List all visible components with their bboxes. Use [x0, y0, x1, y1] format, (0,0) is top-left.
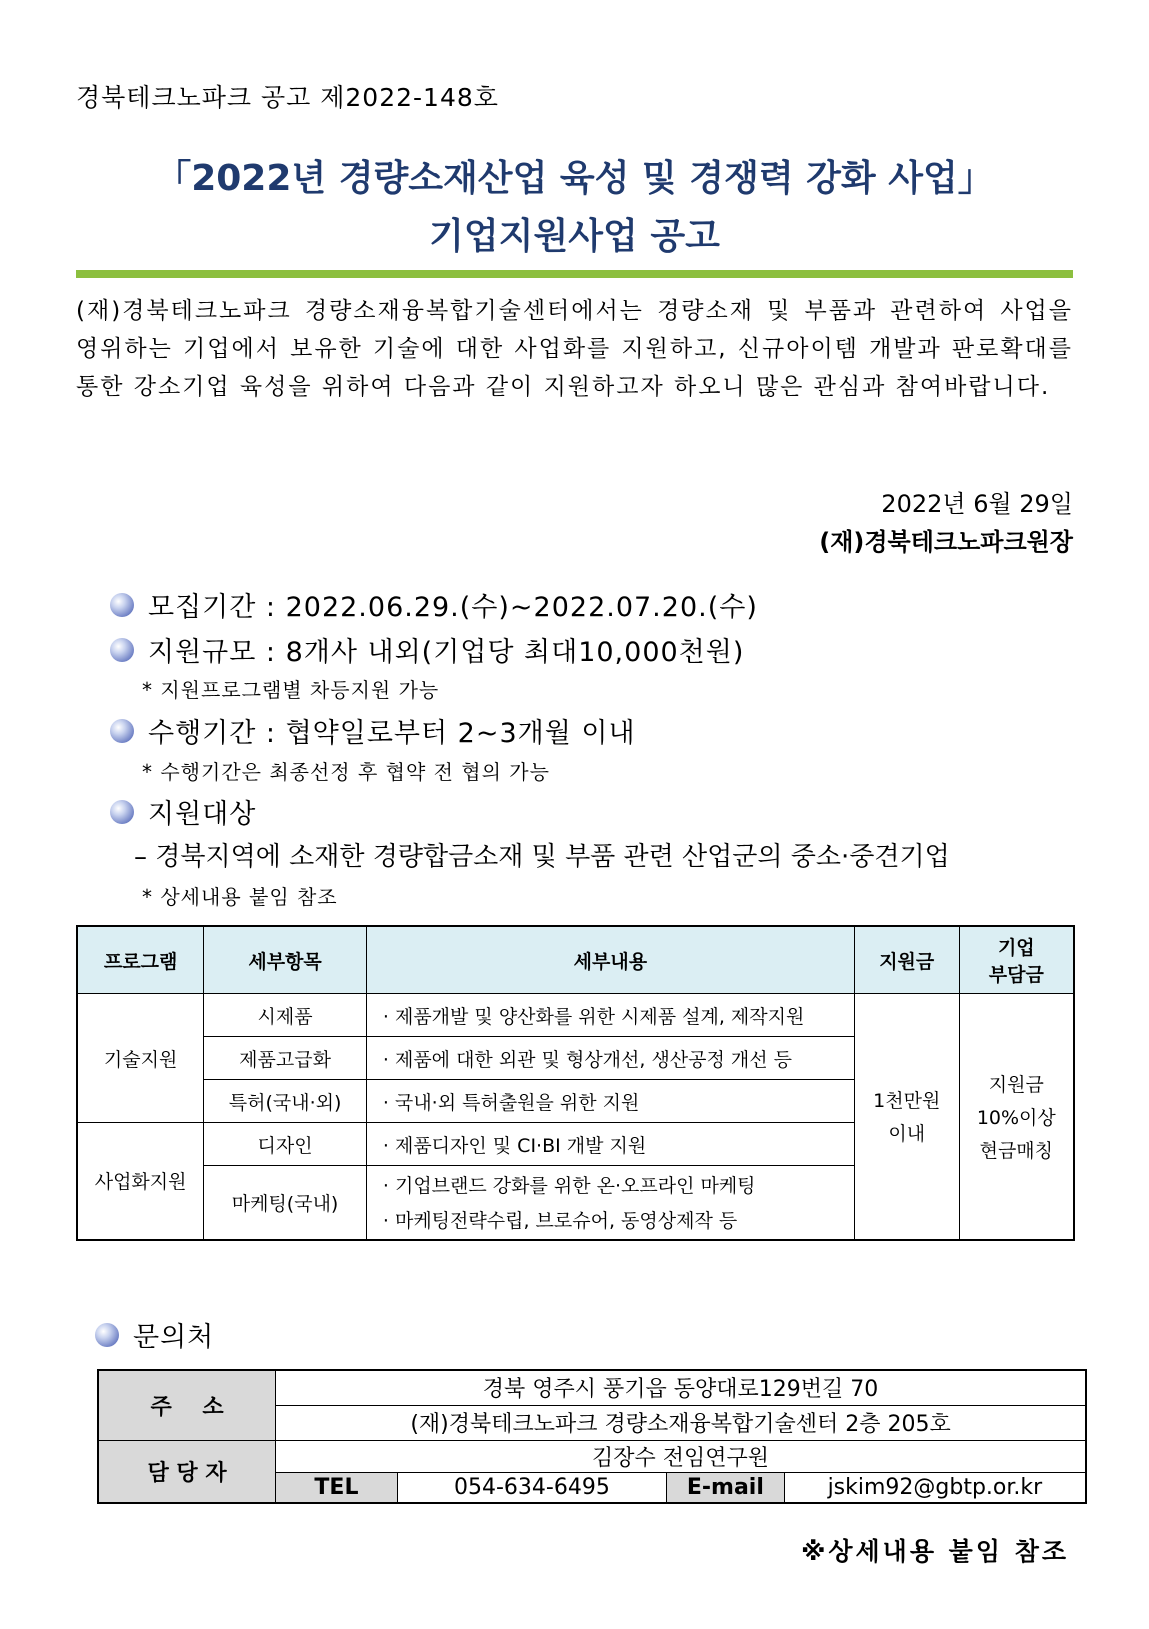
intro-paragraph: (재)경북테크노파크 경량소재융복합기술센터에서는 경량소재 및 부품과 관련하여 사업을 영위하는 기업에서 보유한 기술에 대한 사업화를 지원하고, 신규아이템 개발과 판로확대를 통한 강소기업 육성을 위하여 다음과 같이 지원하고자 하오니 많은 관심과 참여바랍니다.: [76, 298, 1073, 400]
header-content: 세부내용: [366, 926, 854, 994]
address-line2: (재)경북테크노파크 경량소재융복합기술센터 2층 205호: [276, 1405, 1086, 1440]
content-cell: · 국내·외 특허출원을 위한 지원: [366, 1080, 854, 1123]
content-cell: · 제품개발 및 양산화를 위한 시제품 설계, 제작지원: [366, 994, 854, 1037]
bullet-icon: [110, 593, 134, 617]
bullet-icon: [95, 1323, 119, 1347]
footer-note: ※상세내용 붙임 참조: [801, 1537, 1069, 1566]
support-scale-text: 지원규모 : 8개사 내외(기업당 최대10,000천원): [148, 637, 745, 668]
header-program: 프로그램: [77, 926, 204, 994]
page-title-line1: 「2022년 경량소재산업 육성 및 경쟁력 강화 사업」: [155, 158, 994, 199]
bullet-icon: [110, 719, 134, 743]
issuer-name: (재)경북테크노파크원장: [819, 528, 1073, 556]
manager-name: 김장수 전임연구원: [276, 1440, 1086, 1472]
manager-label: 담 당 자: [98, 1440, 276, 1503]
content-cell: · 제품에 대한 외관 및 형상개선, 생산공정 개선 등: [366, 1037, 854, 1080]
grant-line1: 1천만원: [873, 1090, 941, 1113]
target-text: – 경북지역에 소재한 경량합금소재 및 부품 관련 산업군의 중소·중견기업: [134, 842, 950, 872]
title-divider: [76, 270, 1073, 278]
item-cell: 디자인: [204, 1123, 367, 1166]
header-burden: [959, 926, 1074, 994]
bullet-icon: [110, 800, 134, 824]
grant-cell: [854, 994, 959, 1240]
burden-line3: 현금매칭: [979, 1139, 1054, 1162]
item-cell: 특허(국내·외): [204, 1080, 367, 1123]
item-cell: 제품고급화: [204, 1037, 367, 1080]
target-item: [110, 792, 256, 831]
manager-row: [98, 1440, 1086, 1472]
content-cell: [366, 1166, 854, 1240]
content-cell: · 제품디자인 및 CI·BI 개발 지원: [366, 1123, 854, 1166]
address-line1: 경북 영주시 풍기읍 동양대로129번길 70: [276, 1370, 1086, 1405]
target-heading: 지원대상: [148, 799, 257, 830]
grant-line2: 이내: [888, 1123, 926, 1146]
email-label: E-mail: [667, 1472, 785, 1503]
support-scale-item: [110, 630, 744, 669]
support-scale-note: * 지원프로그램별 차등지원 가능: [142, 678, 440, 702]
bullet-icon: [110, 638, 134, 662]
execution-period-note: * 수행기간은 최종선정 후 협약 전 협의 가능: [142, 760, 550, 784]
recruit-period-item: [110, 585, 758, 624]
burden-cell: [959, 994, 1074, 1240]
address-row: [98, 1370, 1086, 1405]
program-biz-cell: 사업화지원: [77, 1123, 204, 1240]
target-note: * 상세내용 붙임 참조: [142, 885, 338, 909]
contact-heading: 문의처: [133, 1322, 215, 1353]
header-burden-line2: 부담금: [988, 964, 1044, 986]
burden-line1: 지원금: [988, 1073, 1044, 1096]
page-title-line2: 기업지원사업 공고: [429, 216, 720, 257]
program-tech-cell: 기술지원: [77, 994, 204, 1123]
header-burden-line1: 기업: [997, 937, 1035, 959]
email-value: jskim92@gbtp.or.kr: [784, 1472, 1086, 1503]
table-header-row: [77, 926, 1074, 994]
issue-date: 2022년 6월 29일: [881, 490, 1073, 518]
contact-table: [97, 1369, 1087, 1504]
recruit-period-text: 모집기간 : 2022.06.29.(수)~2022.07.20.(수): [148, 592, 758, 623]
content-line2: · 마케팅전략수립, 브로슈어, 동영상제작 등: [382, 1210, 738, 1233]
header-item: 세부항목: [204, 926, 367, 994]
execution-period-item: [110, 711, 636, 750]
content-line1: · 기업브랜드 강화를 위한 온·오프라인 마케팅: [382, 1175, 756, 1198]
item-cell: 마케팅(국내): [204, 1166, 367, 1240]
notice-number: 경북테크노파크 공고 제2022-148호: [76, 83, 499, 112]
item-cell: 시제품: [204, 994, 367, 1037]
burden-line2: 10%이상: [976, 1106, 1056, 1129]
tel-label: TEL: [276, 1472, 398, 1503]
tel-value: 054-634-6495: [397, 1472, 666, 1503]
header-grant: 지원금: [854, 926, 959, 994]
table-row: [77, 994, 1074, 1037]
contact-heading-item: [95, 1315, 214, 1354]
program-table: [76, 925, 1075, 1241]
execution-period-text: 수행기간 : 협약일로부터 2~3개월 이내: [148, 718, 636, 749]
address-label: 주 소: [98, 1370, 276, 1440]
